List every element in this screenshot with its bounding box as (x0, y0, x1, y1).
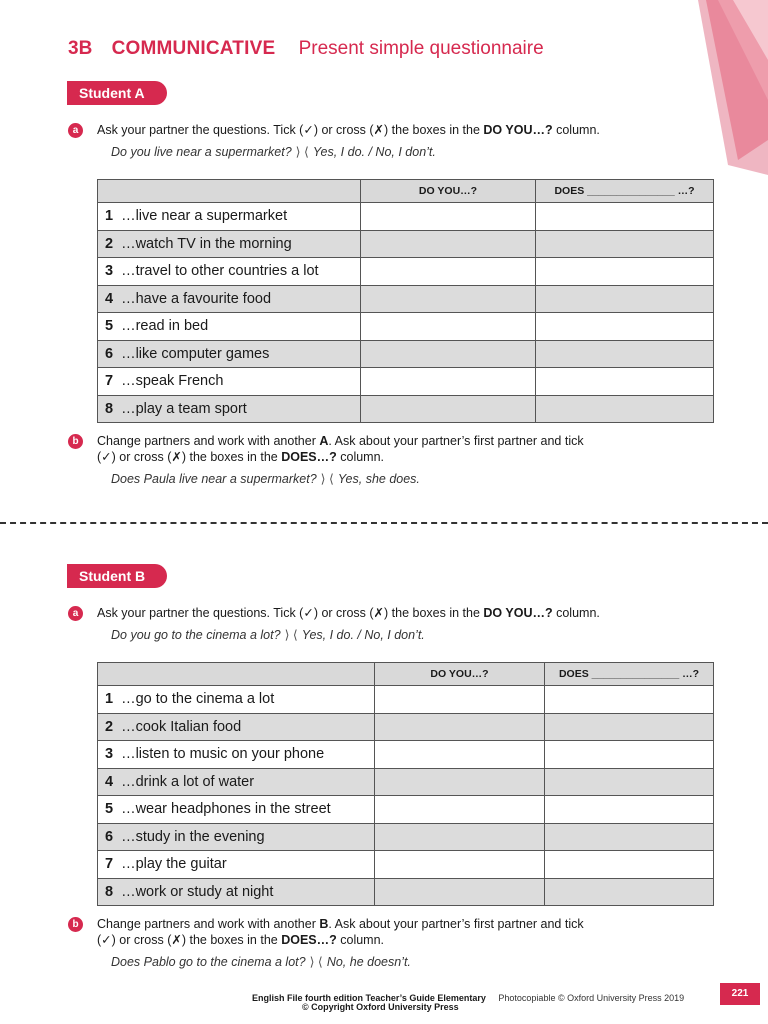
table-row: 6 …study in the evening (98, 823, 714, 851)
photocopiable-note: Photocopiable © Oxford University Press 2019 (498, 993, 685, 1003)
table-header-blank (98, 180, 361, 203)
step-letter: b (68, 917, 83, 932)
do-you-box[interactable] (375, 823, 545, 851)
student-b-label: Student B (67, 564, 167, 588)
student-a-example-b: Does Paula live near a supermarket? ⟩ ⟨ Yes, she does. (111, 472, 420, 486)
table-row: 3 …listen to music on your phone (98, 741, 714, 769)
page-number: 221 (720, 983, 760, 1005)
table-row: 2 …cook Italian food (98, 713, 714, 741)
table-row: 8 …work or study at night (98, 878, 714, 906)
does-box[interactable] (545, 713, 714, 741)
do-you-box[interactable] (361, 395, 536, 423)
table-row: 1 …go to the cinema a lot (98, 686, 714, 714)
do-you-box[interactable] (375, 686, 545, 714)
step-letter: a (68, 123, 83, 138)
student-a-questionnaire-table (97, 179, 714, 423)
speech-turn-icon: ⟩ ⟨ (309, 955, 323, 969)
does-box[interactable] (536, 230, 714, 258)
student-b-step-b: b Change partners and work with another B. Ask about your partner’s first partner and tick (✓) or cross (✗) the boxes in the DOES…? column. (68, 916, 588, 948)
activity-subtitle: Present simple questionnaire (298, 38, 544, 59)
corner-decoration (698, 0, 768, 175)
does-box[interactable] (545, 823, 714, 851)
table-row: 7 …speak French (98, 368, 714, 396)
does-box[interactable] (536, 285, 714, 313)
table-row: 5 …read in bed (98, 313, 714, 341)
step-letter: b (68, 434, 83, 449)
table-row: 3 …travel to other countries a lot (98, 258, 714, 286)
book-title: English File fourth edition Teacher’s Guide Elementary (252, 993, 486, 1003)
do-you-box[interactable] (361, 340, 536, 368)
activity-type: COMMUNICATIVE (111, 38, 276, 59)
student-a-example-a: Do you live near a supermarket? ⟩ ⟨ Yes, I do. / No, I don’t. (111, 145, 436, 159)
table-row: 2 …watch TV in the morning (98, 230, 714, 258)
table-row: 7 …play the guitar (98, 851, 714, 879)
copyright-note: © Copyright Oxford University Press (302, 1002, 459, 1012)
page-title (68, 38, 544, 60)
unit-code: 3B (68, 38, 93, 59)
student-b-questionnaire-table (97, 662, 714, 906)
does-box[interactable] (536, 395, 714, 423)
step-letter: a (68, 606, 83, 621)
table-row: 4 …have a favourite food (98, 285, 714, 313)
do-you-box[interactable] (361, 230, 536, 258)
student-a-label: Student A (67, 81, 167, 105)
does-box[interactable] (545, 741, 714, 769)
table-row: 8 …play a team sport (98, 395, 714, 423)
table-header-blank (98, 663, 375, 686)
speech-turn-icon: ⟩ ⟨ (284, 628, 298, 642)
do-you-box[interactable] (361, 313, 536, 341)
table-row: 6 …like computer games (98, 340, 714, 368)
cut-line (0, 522, 768, 524)
does-box[interactable] (536, 340, 714, 368)
do-you-box[interactable] (375, 768, 545, 796)
do-you-box[interactable] (361, 368, 536, 396)
do-you-box[interactable] (375, 851, 545, 879)
do-you-box[interactable] (375, 741, 545, 769)
does-box[interactable] (536, 258, 714, 286)
does-box[interactable] (536, 313, 714, 341)
col-do-you: DO YOU…? (361, 180, 536, 203)
does-box[interactable] (536, 368, 714, 396)
student-b-step-a: a Ask your partner the questions. Tick (✓) or cross (✗) the boxes in the DO YOU…? column. (68, 605, 728, 621)
col-does: DOES _______________ …? (545, 663, 714, 686)
student-b-example-b: Does Pablo go to the cinema a lot? ⟩ ⟨ No, he doesn’t. (111, 955, 411, 969)
does-box[interactable] (545, 796, 714, 824)
does-box[interactable] (545, 686, 714, 714)
col-does: DOES _______________ …? (536, 180, 714, 203)
does-box[interactable] (545, 878, 714, 906)
student-a-step-b: b Change partners and work with another A. Ask about your partner’s first partner and tick (✓) or cross (✗) the boxes in the DOES…? column. (68, 433, 588, 465)
do-you-box[interactable] (375, 796, 545, 824)
do-you-box[interactable] (375, 878, 545, 906)
col-do-you: DO YOU…? (375, 663, 545, 686)
speech-turn-icon: ⟩ ⟨ (295, 145, 309, 159)
do-you-box[interactable] (361, 285, 536, 313)
table-row: 1 …live near a supermarket (98, 203, 714, 231)
student-a-step-a: a Ask your partner the questions. Tick (✓) or cross (✗) the boxes in the DO YOU…? column. (68, 122, 728, 138)
speech-turn-icon: ⟩ ⟨ (320, 472, 334, 486)
do-you-box[interactable] (361, 203, 536, 231)
does-box[interactable] (545, 851, 714, 879)
do-you-box[interactable] (361, 258, 536, 286)
student-b-example-a: Do you go to the cinema a lot? ⟩ ⟨ Yes, I do. / No, I don’t. (111, 628, 425, 642)
do-you-box[interactable] (375, 713, 545, 741)
table-row: 5 …wear headphones in the street (98, 796, 714, 824)
table-row: 4 …drink a lot of water (98, 768, 714, 796)
does-box[interactable] (536, 203, 714, 231)
does-box[interactable] (545, 768, 714, 796)
